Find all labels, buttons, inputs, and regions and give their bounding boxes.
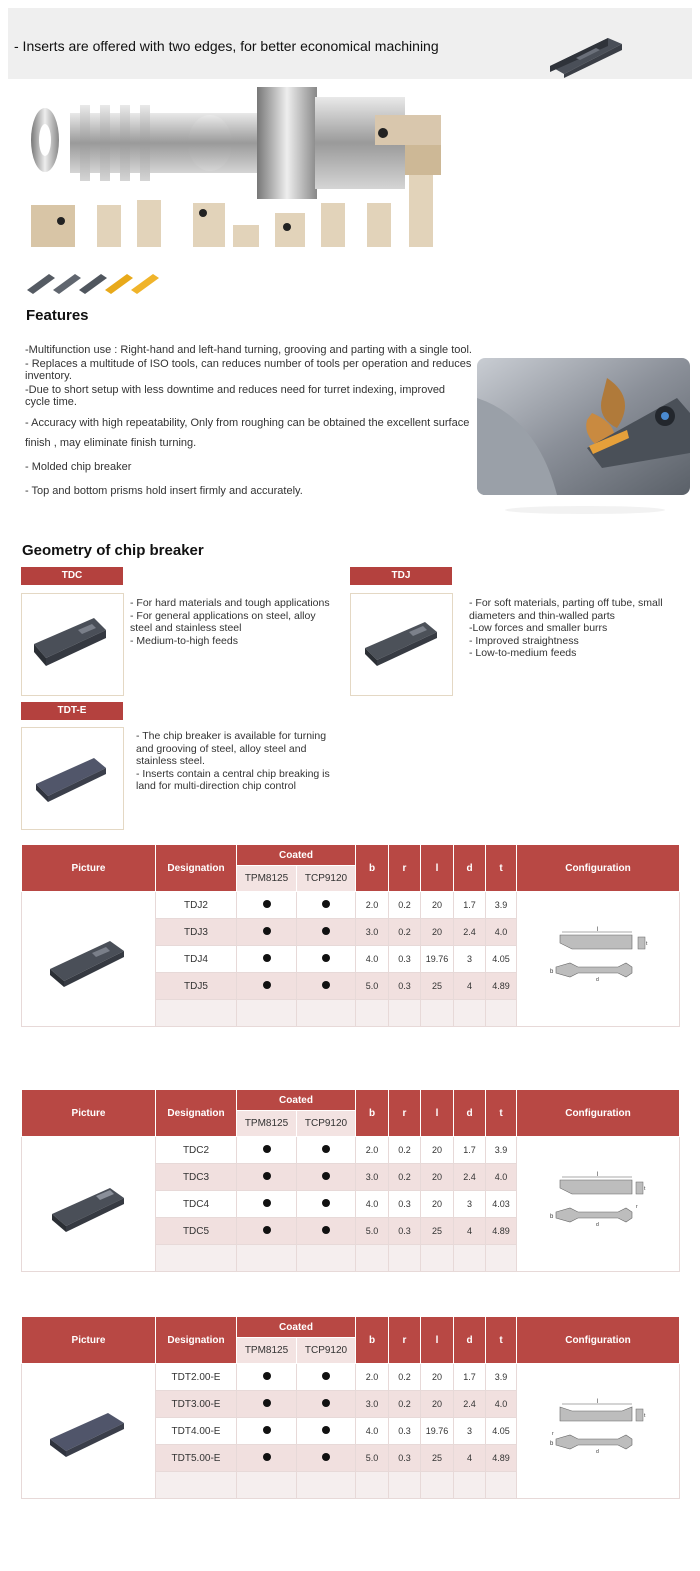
grade2-cell	[297, 946, 356, 973]
header-configuration: Configuration	[517, 845, 680, 892]
table-picture-cell	[22, 892, 156, 1027]
b-cell: 5.0	[356, 973, 389, 1000]
r-cell: 0.3	[389, 1418, 421, 1445]
dim-l-label: l	[597, 1399, 599, 1405]
features-title: Features	[26, 307, 89, 324]
tdc-configuration-diagram	[548, 1168, 648, 1238]
header-l: l	[421, 845, 454, 892]
designation-cell: TDT3.00-E	[156, 1391, 237, 1418]
grade2-cell	[297, 973, 356, 1000]
l-cell: 25	[421, 1218, 454, 1245]
header-grade-1: TPM8125	[237, 1338, 297, 1364]
d-cell: 3	[454, 1191, 486, 1218]
table-row	[22, 1364, 680, 1391]
t-cell: 3.9	[486, 892, 517, 919]
header-picture: Picture	[22, 1317, 156, 1364]
header-designation: Designation	[156, 1090, 237, 1137]
b-cell: 5.0	[356, 1218, 389, 1245]
configuration-cell	[517, 1137, 680, 1272]
tdj-description	[469, 597, 691, 660]
availability-dot-icon	[263, 900, 271, 908]
header-configuration: Configuration	[517, 1090, 680, 1137]
t-cell: 4.0	[486, 1391, 517, 1418]
designation-cell: TDC4	[156, 1191, 237, 1218]
availability-dot-icon	[322, 1399, 330, 1407]
l-cell: 19.76	[421, 1418, 454, 1445]
tdc-desc-line: - For hard materials and tough applications	[130, 597, 330, 609]
availability-dot-icon	[263, 1226, 271, 1234]
l-cell: 25	[421, 973, 454, 1000]
feature-item: - Replaces a multitude of ISO tools, can reduces number of tools per operation and reduces inventory.	[25, 357, 472, 382]
grade1-cell	[237, 1191, 297, 1218]
availability-dot-icon	[322, 927, 330, 935]
tdc-desc-line: - Medium-to-high feeds	[130, 634, 238, 647]
spec-table-tdc	[21, 1089, 680, 1272]
l-cell: 20	[421, 892, 454, 919]
d-cell: 1.7	[454, 1137, 486, 1164]
tdj-table-insert-image	[44, 923, 134, 993]
l-cell: 25	[421, 1445, 454, 1472]
dim-t-label: t	[646, 941, 648, 947]
grade1-cell	[237, 1445, 297, 1472]
table-picture-cell	[22, 1364, 156, 1499]
grade2-cell	[297, 1164, 356, 1191]
b-cell: 2.0	[356, 1137, 389, 1164]
r-cell: 0.2	[389, 919, 421, 946]
tdte-desc-line: - The chip breaker is available for turning and grooving of steel, alloy steel and stainless steel.	[136, 730, 327, 767]
availability-dot-icon	[322, 1426, 330, 1434]
t-cell: 4.89	[486, 973, 517, 1000]
grade1-cell	[237, 892, 297, 919]
dim-r-label: r	[552, 1431, 554, 1437]
grade1-cell	[237, 1391, 297, 1418]
designation-cell: TDJ4	[156, 946, 237, 973]
r-cell: 0.2	[389, 1364, 421, 1391]
header-coated: Coated	[237, 1317, 356, 1338]
availability-dot-icon	[263, 1172, 271, 1180]
b-cell: 3.0	[356, 1164, 389, 1191]
dim-l-label: l	[597, 1172, 599, 1178]
t-cell: 3.9	[486, 1364, 517, 1391]
designation-cell: TDT2.00-E	[156, 1364, 237, 1391]
header-grade-2: TCP9120	[297, 1338, 356, 1364]
tdj-tab: TDJ	[350, 567, 452, 585]
feature-item: -Due to short setup with less downtime and reduces need for turret indexing, improved cycle time.	[25, 383, 446, 408]
header-grade-2: TCP9120	[297, 866, 356, 892]
configuration-cell	[517, 892, 680, 1027]
tdj-desc-line: -Low forces and smaller burrs	[469, 622, 608, 634]
availability-dot-icon	[322, 1172, 330, 1180]
dim-b-label: b	[550, 969, 554, 975]
d-cell: 1.7	[454, 892, 486, 919]
b-cell: 4.0	[356, 1191, 389, 1218]
d-cell: 4	[454, 1218, 486, 1245]
grade2-cell	[297, 1191, 356, 1218]
grade1-cell	[237, 1164, 297, 1191]
feature-item: - Top and bottom prisms hold insert firmly and accurately.	[25, 484, 303, 497]
l-cell: 19.76	[421, 946, 454, 973]
header-l: l	[421, 1090, 454, 1137]
configuration-cell	[517, 1364, 680, 1499]
tdte-desc-line: - Inserts contain a central chip breaking is land for multi-direction chip control	[136, 767, 330, 792]
header-picture: Picture	[22, 845, 156, 892]
t-cell: 4.89	[486, 1218, 517, 1245]
designation-cell: TDT4.00-E	[156, 1418, 237, 1445]
availability-dot-icon	[263, 1199, 271, 1207]
grade2-cell	[297, 892, 356, 919]
header-grade-1: TPM8125	[237, 1111, 297, 1137]
machining-operations-illustration	[25, 85, 445, 255]
availability-dot-icon	[263, 1372, 271, 1380]
grade2-cell	[297, 1218, 356, 1245]
r-cell: 0.2	[389, 892, 421, 919]
tdte-image-box	[21, 727, 124, 830]
r-cell: 0.2	[389, 1391, 421, 1418]
designation-cell: TDC3	[156, 1164, 237, 1191]
availability-dot-icon	[263, 954, 271, 962]
l-cell: 20	[421, 1164, 454, 1191]
l-cell: 20	[421, 1191, 454, 1218]
machining-photo	[477, 358, 690, 495]
grade1-cell	[237, 946, 297, 973]
dim-r-label: r	[636, 1204, 638, 1210]
b-cell: 4.0	[356, 946, 389, 973]
tdj-desc-line: - Improved straightness	[469, 634, 579, 647]
dim-b-label: b	[550, 1214, 554, 1220]
availability-dot-icon	[263, 981, 271, 989]
header-r: r	[389, 845, 421, 892]
tdc-image-box	[21, 593, 124, 696]
header-grade-1: TPM8125	[237, 866, 297, 892]
header-r: r	[389, 1090, 421, 1137]
grade2-cell	[297, 1364, 356, 1391]
grade2-cell	[297, 1391, 356, 1418]
header-r: r	[389, 1317, 421, 1364]
tdj-image-box	[350, 593, 453, 696]
grade1-cell	[237, 973, 297, 1000]
table-picture-cell	[22, 1137, 156, 1272]
machining-photo-graphic	[477, 358, 690, 495]
tdte-table-insert-image	[44, 1395, 134, 1465]
header-b: b	[356, 1090, 389, 1137]
availability-dot-icon	[322, 900, 330, 908]
geometry-title: Geometry of chip breaker	[22, 542, 204, 559]
designation-cell: TDJ3	[156, 919, 237, 946]
photo-reflection	[490, 500, 680, 520]
grade1-cell	[237, 1137, 297, 1164]
tdc-tab: TDC	[21, 567, 123, 585]
b-cell: 2.0	[356, 1364, 389, 1391]
dim-d-label: d	[596, 977, 599, 983]
designation-cell: TDT5.00-E	[156, 1445, 237, 1472]
t-cell: 3.9	[486, 1137, 517, 1164]
availability-dot-icon	[322, 1145, 330, 1153]
b-cell: 4.0	[356, 1418, 389, 1445]
header-coated: Coated	[237, 1090, 356, 1111]
tdj-desc-line: - Low-to-medium feeds	[469, 647, 577, 659]
header-picture: Picture	[22, 1090, 156, 1137]
header-designation: Designation	[156, 845, 237, 892]
availability-dot-icon	[263, 1453, 271, 1461]
header-t: t	[486, 1317, 517, 1364]
tdc-desc-line: - For general applications on steel, alloy steel and stainless steel	[130, 609, 316, 634]
header-d: d	[454, 1090, 486, 1137]
banner-text: - Inserts are offered with two edges, for better economical machining	[14, 38, 439, 54]
t-cell: 4.05	[486, 946, 517, 973]
header-t: t	[486, 845, 517, 892]
designation-cell: TDJ5	[156, 973, 237, 1000]
availability-dot-icon	[263, 927, 271, 935]
grade1-cell	[237, 1418, 297, 1445]
dim-t-label: t	[644, 1186, 646, 1192]
features-list	[25, 344, 473, 502]
dim-d-label: d	[596, 1222, 599, 1228]
tdte-description	[136, 730, 336, 793]
tdte-tab: TDT-E	[21, 702, 123, 720]
d-cell: 4	[454, 1445, 486, 1472]
d-cell: 4	[454, 973, 486, 1000]
grade1-cell	[237, 1218, 297, 1245]
d-cell: 2.4	[454, 1164, 486, 1191]
t-cell: 4.0	[486, 1164, 517, 1191]
dim-t-label: t	[644, 1413, 646, 1419]
spec-table-tdte	[21, 1316, 680, 1499]
availability-dot-icon	[322, 1372, 330, 1380]
header-designation: Designation	[156, 1317, 237, 1364]
tdj-insert-image	[351, 594, 452, 695]
feature-item: - Molded chip breaker	[25, 460, 132, 473]
r-cell: 0.3	[389, 1191, 421, 1218]
table-row	[22, 1137, 680, 1164]
feature-item: - Accuracy with high repeatability, Only from roughing can be obtained the excellent surface finish , may eliminate finish turning.	[25, 416, 470, 449]
grade1-cell	[237, 1364, 297, 1391]
availability-dot-icon	[322, 1199, 330, 1207]
dim-l-label: l	[597, 927, 599, 933]
l-cell: 20	[421, 1364, 454, 1391]
l-cell: 20	[421, 919, 454, 946]
header-l: l	[421, 1317, 454, 1364]
d-cell: 3	[454, 1418, 486, 1445]
tdj-desc-line: - For soft materials, parting off tube, small diameters and thin-walled parts	[469, 597, 663, 622]
availability-dot-icon	[263, 1399, 271, 1407]
tdj-configuration-diagram	[548, 923, 648, 993]
r-cell: 0.2	[389, 1164, 421, 1191]
l-cell: 20	[421, 1137, 454, 1164]
availability-dot-icon	[322, 981, 330, 989]
availability-dot-icon	[263, 1145, 271, 1153]
header-coated: Coated	[237, 845, 356, 866]
grade1-cell	[237, 919, 297, 946]
d-cell: 3	[454, 946, 486, 973]
feature-item: -Multifunction use : Right-hand and left-hand turning, grooving and parting with a single tool.	[25, 344, 472, 356]
tdc-insert-image	[22, 594, 123, 695]
t-cell: 4.89	[486, 1445, 517, 1472]
tdte-insert-image	[22, 728, 123, 829]
tdc-description	[130, 597, 340, 647]
r-cell: 0.3	[389, 1218, 421, 1245]
header-b: b	[356, 1317, 389, 1364]
double-edge-insert-image	[546, 28, 626, 78]
r-cell: 0.3	[389, 973, 421, 1000]
b-cell: 2.0	[356, 892, 389, 919]
designation-cell: TDC5	[156, 1218, 237, 1245]
availability-dot-icon	[322, 1453, 330, 1461]
b-cell: 3.0	[356, 1391, 389, 1418]
d-cell: 1.7	[454, 1364, 486, 1391]
t-cell: 4.03	[486, 1191, 517, 1218]
header-configuration: Configuration	[517, 1317, 680, 1364]
header-b: b	[356, 845, 389, 892]
top-banner	[8, 8, 692, 79]
availability-dot-icon	[322, 954, 330, 962]
header-grade-2: TCP9120	[297, 1111, 356, 1137]
grade2-cell	[297, 1418, 356, 1445]
grade2-cell	[297, 1445, 356, 1472]
header-d: d	[454, 845, 486, 892]
tdc-table-insert-image	[44, 1168, 134, 1238]
grade2-cell	[297, 919, 356, 946]
availability-dot-icon	[322, 1226, 330, 1234]
r-cell: 0.3	[389, 1445, 421, 1472]
dim-d-label: d	[596, 1449, 599, 1455]
t-cell: 4.05	[486, 1418, 517, 1445]
d-cell: 2.4	[454, 919, 486, 946]
designation-cell: TDC2	[156, 1137, 237, 1164]
grade2-cell	[297, 1137, 356, 1164]
b-cell: 3.0	[356, 919, 389, 946]
tdte-configuration-diagram	[548, 1395, 648, 1465]
header-d: d	[454, 1317, 486, 1364]
d-cell: 2.4	[454, 1391, 486, 1418]
table-row	[22, 892, 680, 919]
header-t: t	[486, 1090, 517, 1137]
spec-table-tdj	[21, 844, 680, 1027]
t-cell: 4.0	[486, 919, 517, 946]
dim-b-label: b	[550, 1441, 554, 1447]
designation-cell: TDJ2	[156, 892, 237, 919]
insert-samples-row	[25, 260, 175, 300]
availability-dot-icon	[263, 1426, 271, 1434]
r-cell: 0.3	[389, 946, 421, 973]
b-cell: 5.0	[356, 1445, 389, 1472]
r-cell: 0.2	[389, 1137, 421, 1164]
l-cell: 20	[421, 1391, 454, 1418]
